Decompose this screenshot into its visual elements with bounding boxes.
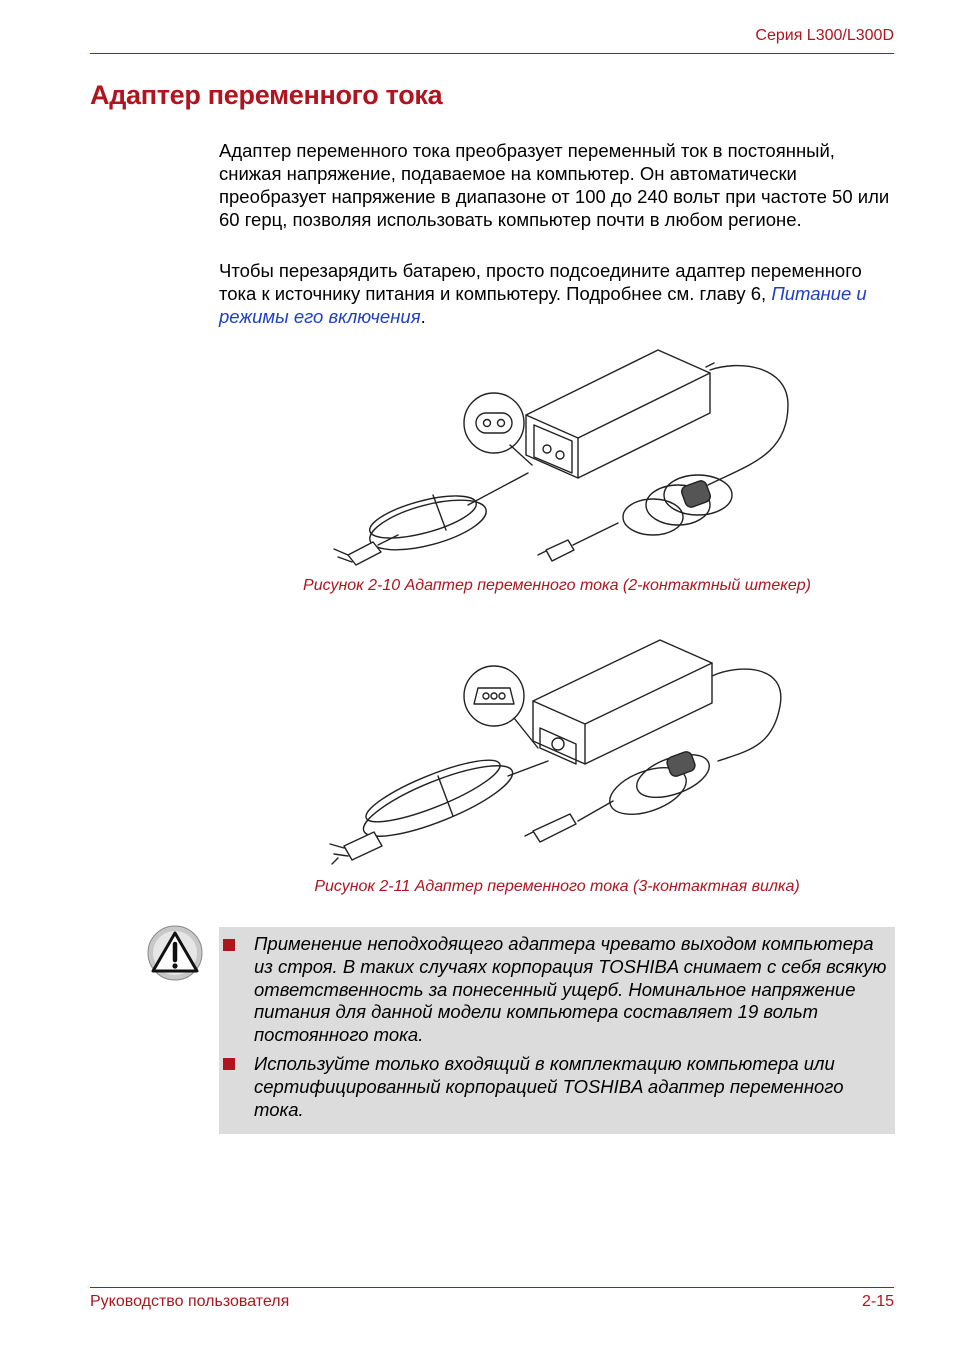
warning-item-1: Применение неподходящего адаптера чревато выходом компьютера из строя. В таких случаях корпорация TOSHIBA снимает с себя всякую ответственность за понесенный ущерб. Номинальное напряжение питания для данной модели компьютера составляет 19 вольт постоянного тока. [254,933,887,1046]
recharge-text-end: . [420,306,426,327]
figure-caption-1: Рисунок 2-10 Адаптер переменного тока (2-контактный штекер) [303,577,811,594]
intro-paragraph: Адаптер переменного тока преобразует переменный ток в постоянный, снижая напряжение, подаваемое на компьютер. Он автоматически преобразует напряжение в диапазоне от 100 до 240 вольт при частоте 50 или 60 герц, позволяя использовать компьютер почти в любом регионе. [219,140,890,230]
footer-manual-title: Руководство пользователя [90,1293,290,1310]
header-series: Серия L300/L300D [755,27,894,44]
page-title: Адаптер переменного тока [90,80,443,110]
bullet-icon [223,939,235,951]
header-rule [90,53,894,54]
bullet-icon [223,1058,235,1070]
warning-item-2: Используйте только входящий в комплектацию компьютера или сертифицированный корпорацией TOSHIBA адаптер переменного тока. [254,1053,844,1120]
adapter-3pin-illustration [318,636,798,872]
adapter-2pin-illustration [318,345,798,570]
recharge-text: Чтобы перезарядить батарею, просто подсоедините адаптер переменного тока к источнику питания и компьютеру. Подробнее см. главу 6, [219,260,862,304]
page-number: 2-15 [861,1293,894,1310]
figure-caption-2: Рисунок 2-11 Адаптер переменного тока (3-контактная вилка) [314,878,800,895]
chapter-link[interactable]: Питание и режимы его включения [219,283,867,327]
footer-rule [90,1287,894,1288]
recharge-paragraph [219,259,899,328]
warning-triangle-icon [147,925,203,981]
warning-box [219,927,895,1134]
